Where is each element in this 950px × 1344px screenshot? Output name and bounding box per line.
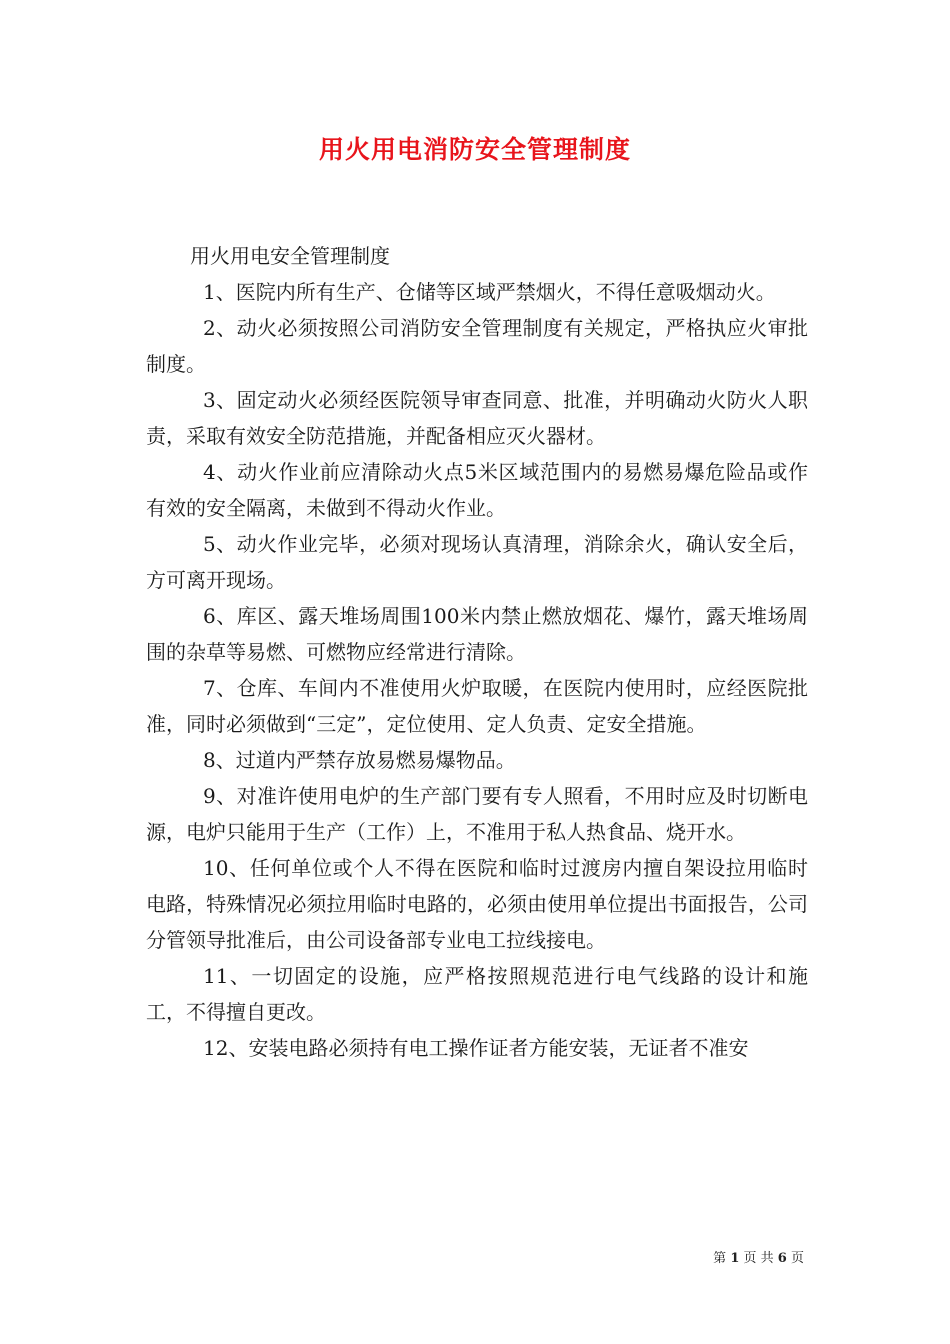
document-body [146,238,808,1066]
document-subtitle: 用火用电安全管理制度 [190,244,390,268]
footer-prefix: 第 [713,1251,727,1266]
paragraph-7: 7、仓库、车间内不准使用火炉取暖，在医院内使用时，应经医院批准，同时必须做到“三定”，定位使用、定人负责、定安全措施。 [146,676,808,736]
paragraph-6: 6、库区、露天堆场周围100米内禁止燃放烟花、爆竹，露天堆场周围的杂草等易燃、可燃物应经常进行清除。 [146,604,808,664]
page-footer [713,1250,804,1268]
footer-total-pages: 6 [777,1251,787,1266]
paragraph-1: 1、医院内所有生产、仓储等区域严禁烟火，不得任意吸烟动火。 [203,280,776,304]
paragraph-11: 11、一切固定的设施，应严格按照规范进行电气线路的设计和施工，不得擅自更改。 [146,964,808,1024]
paragraph-5: 5、动火作业完毕，必须对现场认真清理，消除余火，确认安全后，方可离开现场。 [146,532,808,592]
paragraph-3: 3、固定动火必须经医院领导审查同意、批准，并明确动火防火人职责，采取有效安全防范措施，并配备相应灭火器材。 [146,388,808,448]
paragraph-9: 9、对准许使用电炉的生产部门要有专人照看，不用时应及时切断电源，电炉只能用于生产（工作）上，不准用于私人热食品、烧开水。 [146,784,808,844]
footer-suffix: 页 [790,1251,804,1266]
paragraph-4: 4、动火作业前应清除动火点5米区域范围内的易燃易爆危险品或作有效的安全隔离，未做到不得动火作业。 [146,460,808,520]
page-title: 用火用电消防安全管理制度 [318,135,631,164]
paragraph-2: 2、动火必须按照公司消防安全管理制度有关规定，严格执应火审批制度。 [146,316,808,376]
footer-middle: 页 共 [743,1251,774,1266]
paragraph-10: 10、任何单位或个人不得在医院和临时过渡房内擅自架设拉用临时电路，特殊情况必须拉用临时电路的，必须由使用单位提出书面报告，公司分管领导批准后，由公司设备部专业电工拉线接电。 [146,856,808,952]
paragraph-8: 8、过道内严禁存放易燃易爆物品。 [203,748,516,772]
footer-current-page: 1 [730,1251,740,1266]
paragraph-12: 12、安装电路必须持有电工操作证者方能安装，无证者不准安 [203,1036,749,1060]
